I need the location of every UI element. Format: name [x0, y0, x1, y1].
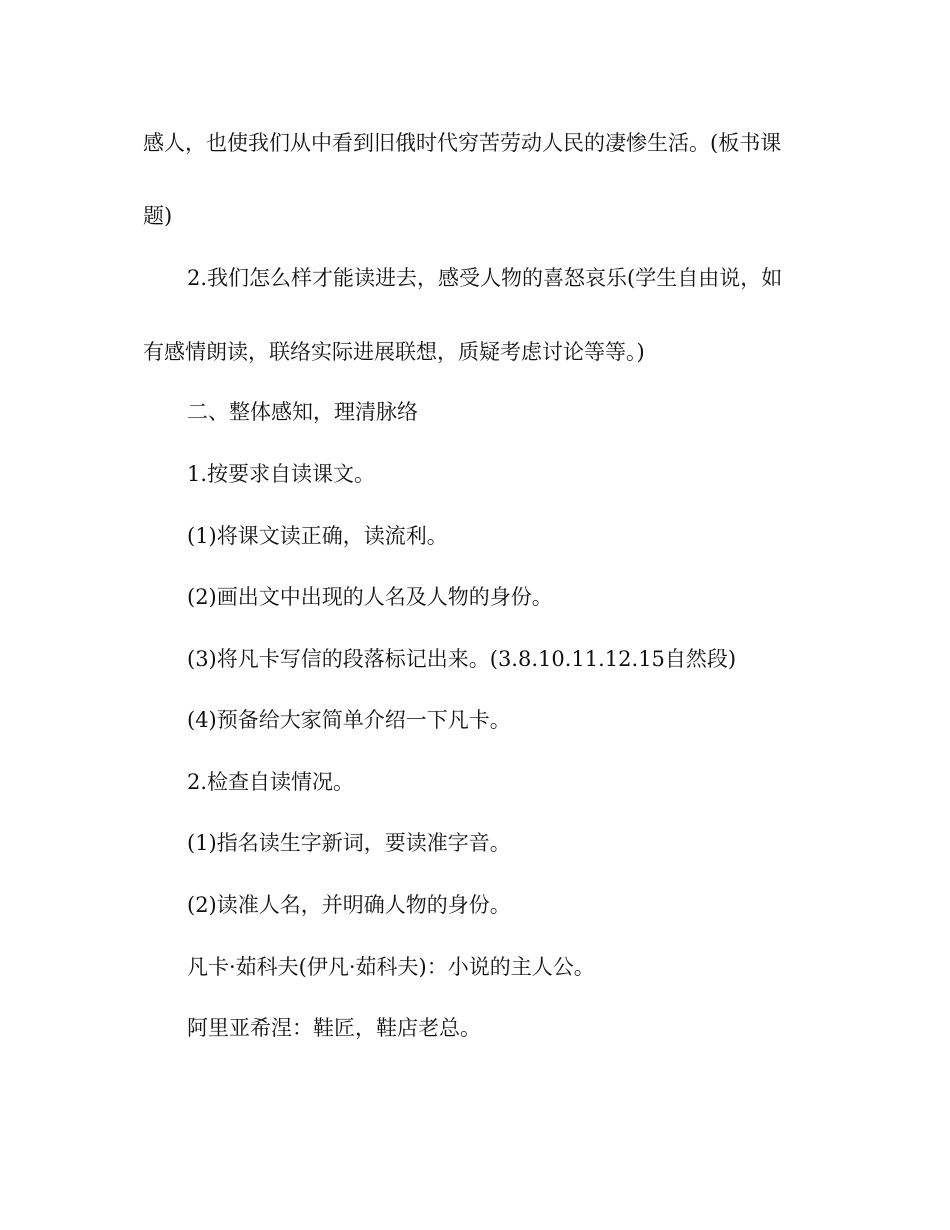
list-item: 2.检查自读情况。: [187, 770, 355, 794]
list-item: (1)指名读生字新词，要读准字音。: [187, 831, 511, 855]
paragraph-line: 感人，也使我们从中看到旧俄时代穷苦劳动人民的凄惨生活。(板书课: [143, 131, 782, 155]
list-item: (3)将凡卡写信的段落标记出来。(3.8.10.11.12.15自然段): [187, 647, 737, 671]
character-entry: 凡卡·茹科夫(伊凡·茹科夫)：小说的主人公。: [187, 955, 595, 979]
paragraph-line: 2.我们怎么样才能读进去，感受人物的喜怒哀乐(学生自由说，如: [187, 266, 783, 290]
list-item: (2)画出文中出现的人名及人物的身份。: [187, 585, 553, 609]
character-entry: 阿里亚希涅：鞋匠，鞋店老总。: [187, 1016, 481, 1040]
list-item: 1.按要求自读课文。: [187, 462, 376, 486]
paragraph-line: 题): [143, 204, 173, 228]
list-item: (2)读准人名，并明确人物的身份。: [187, 893, 511, 917]
section-heading: 二、整体感知，理清脉络: [187, 400, 418, 424]
list-item: (4)预备给大家简单介绍一下凡卡。: [187, 708, 511, 732]
paragraph-line: 有感情朗读，联络实际进展联想，质疑考虑讨论等等。): [143, 340, 645, 364]
list-item: (1)将课文读正确，读流利。: [187, 524, 448, 548]
